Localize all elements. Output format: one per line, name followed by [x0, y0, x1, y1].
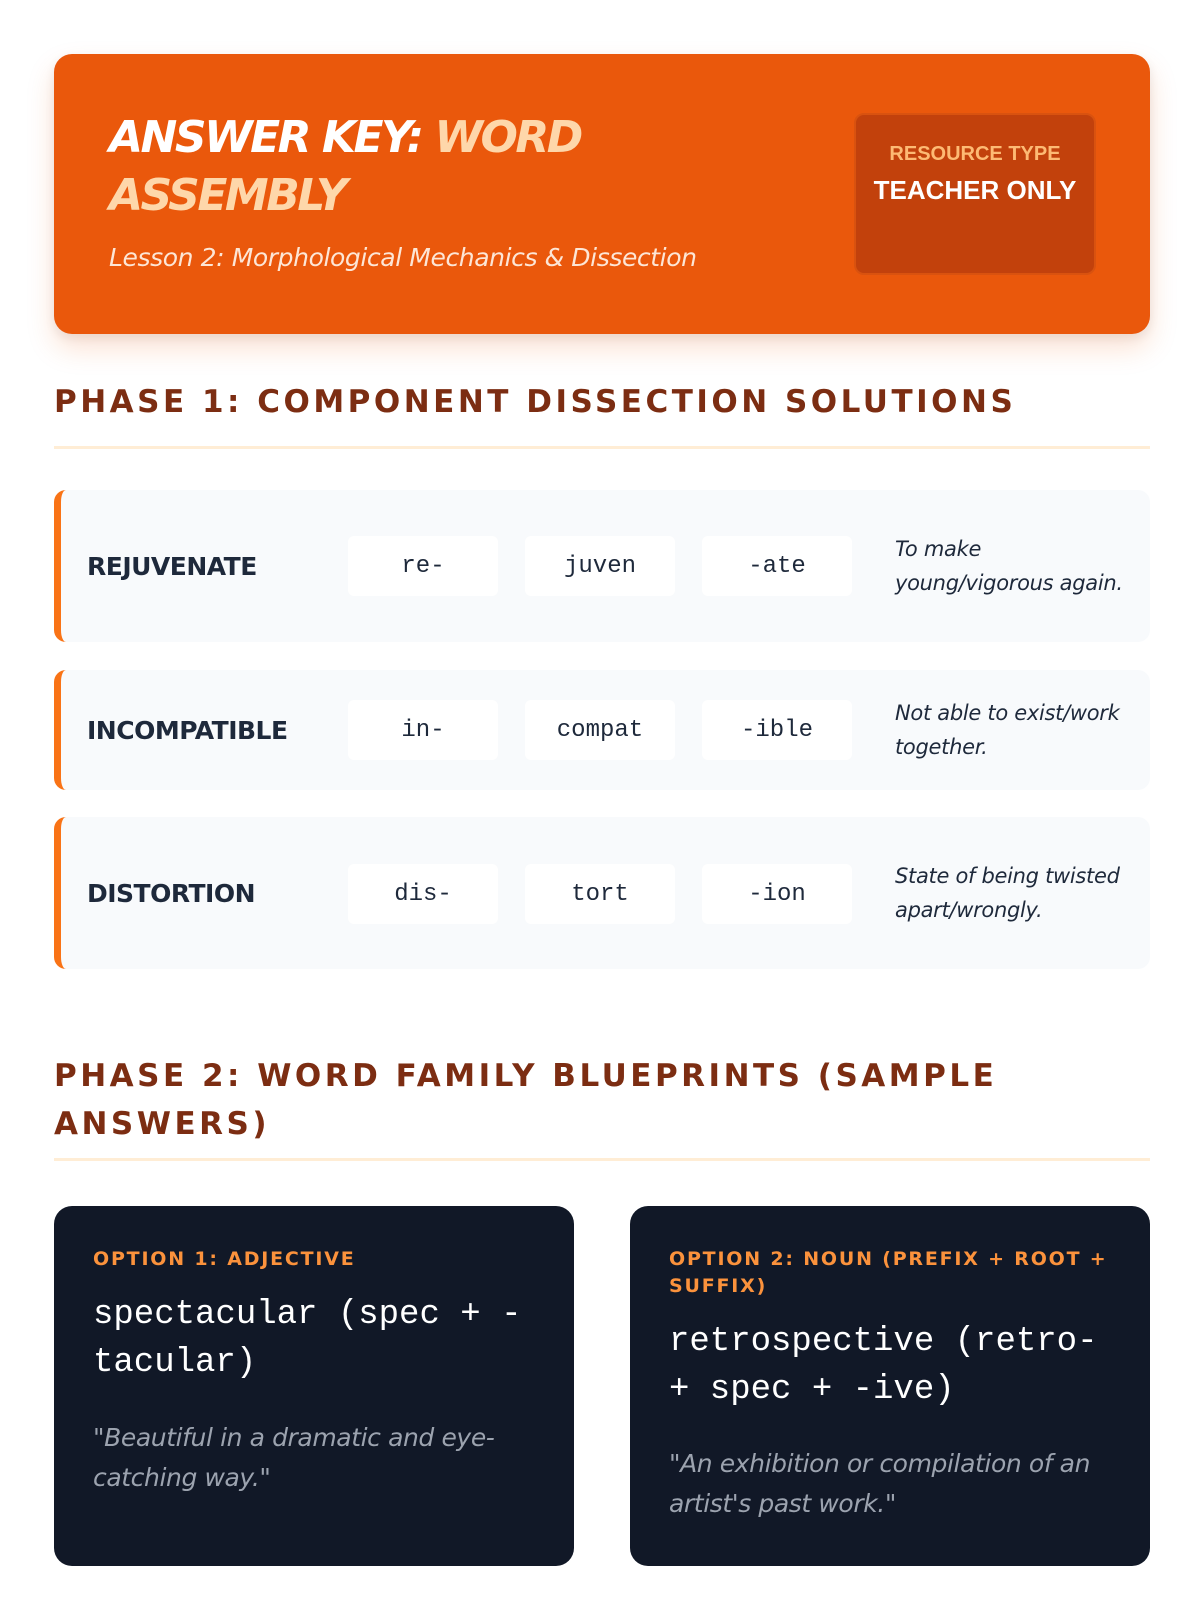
root-cell: compat	[525, 700, 675, 760]
phase-2-title: PHASE 2: WORD FAMILY BLUEPRINTS (SAMPLE ANSWERS)	[54, 1058, 998, 1142]
row-word: INCOMPATIBLE	[87, 715, 288, 745]
resource-type-badge	[854, 113, 1096, 275]
page-title	[109, 109, 749, 225]
title-main: ANSWER KEY:	[109, 112, 435, 163]
prefix-cell: re-	[348, 536, 498, 596]
root-cell: juven	[525, 536, 675, 596]
root-cell: tort	[525, 864, 675, 924]
option-card-adjective	[54, 1206, 574, 1566]
phase-1-title: PHASE 1: COMPONENT DISSECTION SOLUTIONS	[54, 384, 1017, 420]
card-label: OPTION 1: ADJECTIVE	[93, 1248, 356, 1270]
option-card-noun	[630, 1206, 1150, 1566]
badge-label: RESOURCE TYPE	[889, 143, 1061, 165]
dissection-row	[54, 670, 1150, 790]
badge-value: TEACHER ONLY	[873, 175, 1077, 205]
dissection-row	[54, 817, 1150, 969]
card-formula: spectacular (spec + -tacular)	[93, 1296, 522, 1382]
suffix-cell: -ate	[702, 536, 852, 596]
phase-2-divider	[54, 1158, 1150, 1161]
suffix-cell: -ion	[702, 864, 852, 924]
row-word: REJUVENATE	[87, 551, 257, 581]
lesson-subtitle: Lesson 2: Morphological Mechanics & Dissection	[109, 243, 697, 272]
row-word: DISTORTION	[87, 878, 256, 908]
phase-1-divider	[54, 446, 1150, 449]
title-accent: WORD ASSEMBLY	[109, 112, 581, 221]
row-definition: Not able to exist/work together.	[895, 701, 1120, 759]
prefix-cell: in-	[348, 700, 498, 760]
dissection-row	[54, 490, 1150, 642]
card-definition: "Beautiful in a dramatic and eye-catching way."	[93, 1423, 495, 1492]
header-banner	[54, 54, 1150, 334]
row-definition: State of being twisted apart/wrongly.	[895, 864, 1120, 922]
card-formula: retrospective (retro- + spec + -ive)	[669, 1323, 1098, 1409]
card-label: OPTION 2: NOUN (PREFIX + ROOT + SUFFIX)	[669, 1248, 1108, 1297]
prefix-cell: dis-	[348, 864, 498, 924]
suffix-cell: -ible	[702, 700, 852, 760]
card-definition: "An exhibition or compilation of an artist's past work."	[669, 1449, 1091, 1518]
row-definition: To make young/vigorous again.	[895, 537, 1123, 595]
